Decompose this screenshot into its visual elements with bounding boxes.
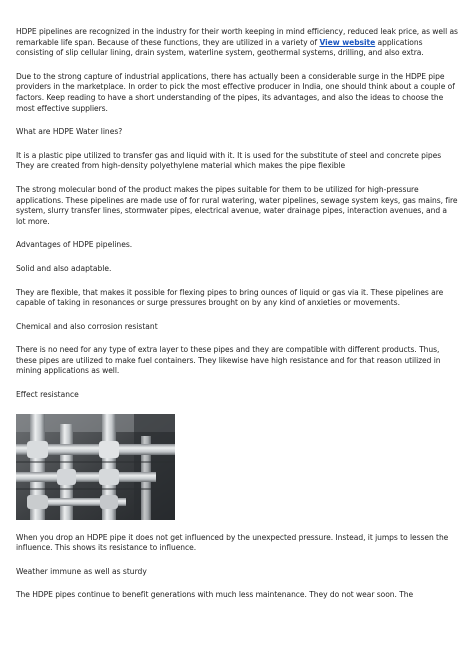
plastic-pipe-paragraph: It is a plastic pipe utilized to transfer gas and liquid with it. It is used for the substitute of steel and concrete pipes They are created from high-density polyethylene material which makes the pipe flexible bbox=[16, 150, 442, 171]
intro-paragraph bbox=[16, 27, 458, 59]
maintenance-paragraph: The HDPE pipes continue to benefit generations with much less maintenance. They do not wear soon. The bbox=[16, 590, 414, 600]
drop-pipe-paragraph: When you drop an HDPE pipe it does not get influenced by the unexpected pressure. Instead, it jumps to lessen the influence. This shows its resistance to influence. bbox=[16, 532, 449, 553]
weather-immune-heading: Weather immune as well as sturdy bbox=[16, 566, 147, 576]
effect-resistance-heading: Effect resistance bbox=[16, 390, 79, 400]
what-are-hdpe-heading: What are HDPE Water lines? bbox=[16, 127, 123, 137]
intro-text-before-link: HDPE pipelines are recognized in the industry for their worth keeping in mind efficiency, reduced leak price, as well as remarkable life span. Because of these functions, they are utilized in a variety of bbox=[16, 27, 458, 47]
solid-adaptable-heading: Solid and also adaptable. bbox=[16, 263, 112, 273]
extra-layer-paragraph: There is no need for any type of extra layer to these pipes and they are compatible with different products. Thus, these pipes are utilized to make fuel containers. They likewise have high resistance and for that reason utilized in mining applications as well. bbox=[16, 345, 441, 376]
chemical-resistant-heading: Chemical and also corrosion resistant bbox=[16, 321, 158, 331]
advantages-heading: Advantages of HDPE pipelines. bbox=[16, 240, 133, 250]
pipes-photo bbox=[16, 414, 175, 520]
capture-paragraph: Due to the strong capture of industrial applications, there has actually been a considerable surge in the HDPE pipe providers in the marketplace. In order to pick the most effective producer in India, one should think about a couple of factors. Keep reading to have a short understanding of the pipes, its advantages, and also the ideas to choose the most effective suppliers. bbox=[16, 71, 455, 113]
molecular-bond-paragraph: The strong molecular bond of the product makes the pipes suitable for them to be utilized for high-pressure applications. These pipelines are made use of for rural watering, water pipelines, sewage system keys, gas mains, fire system, slurry transfer lines, stormwater pipes, electrical avenue, water drainage pipes, interaction avenues, and a lot more. bbox=[16, 184, 458, 226]
intro-text-after-link: applications consisting of slip cellular lining, drain system, waterline system, geothermal systems, drilling, and also extra. bbox=[16, 37, 424, 58]
flexible-paragraph: They are flexible, that makes it possible for flexing pipes to bring ounces of liquid or gas via it. These pipelines are capable of taking in resonances or surge pressures brought on by any kind of anxieties or movements. bbox=[16, 287, 444, 308]
view-website-link[interactable]: View website bbox=[319, 37, 376, 47]
